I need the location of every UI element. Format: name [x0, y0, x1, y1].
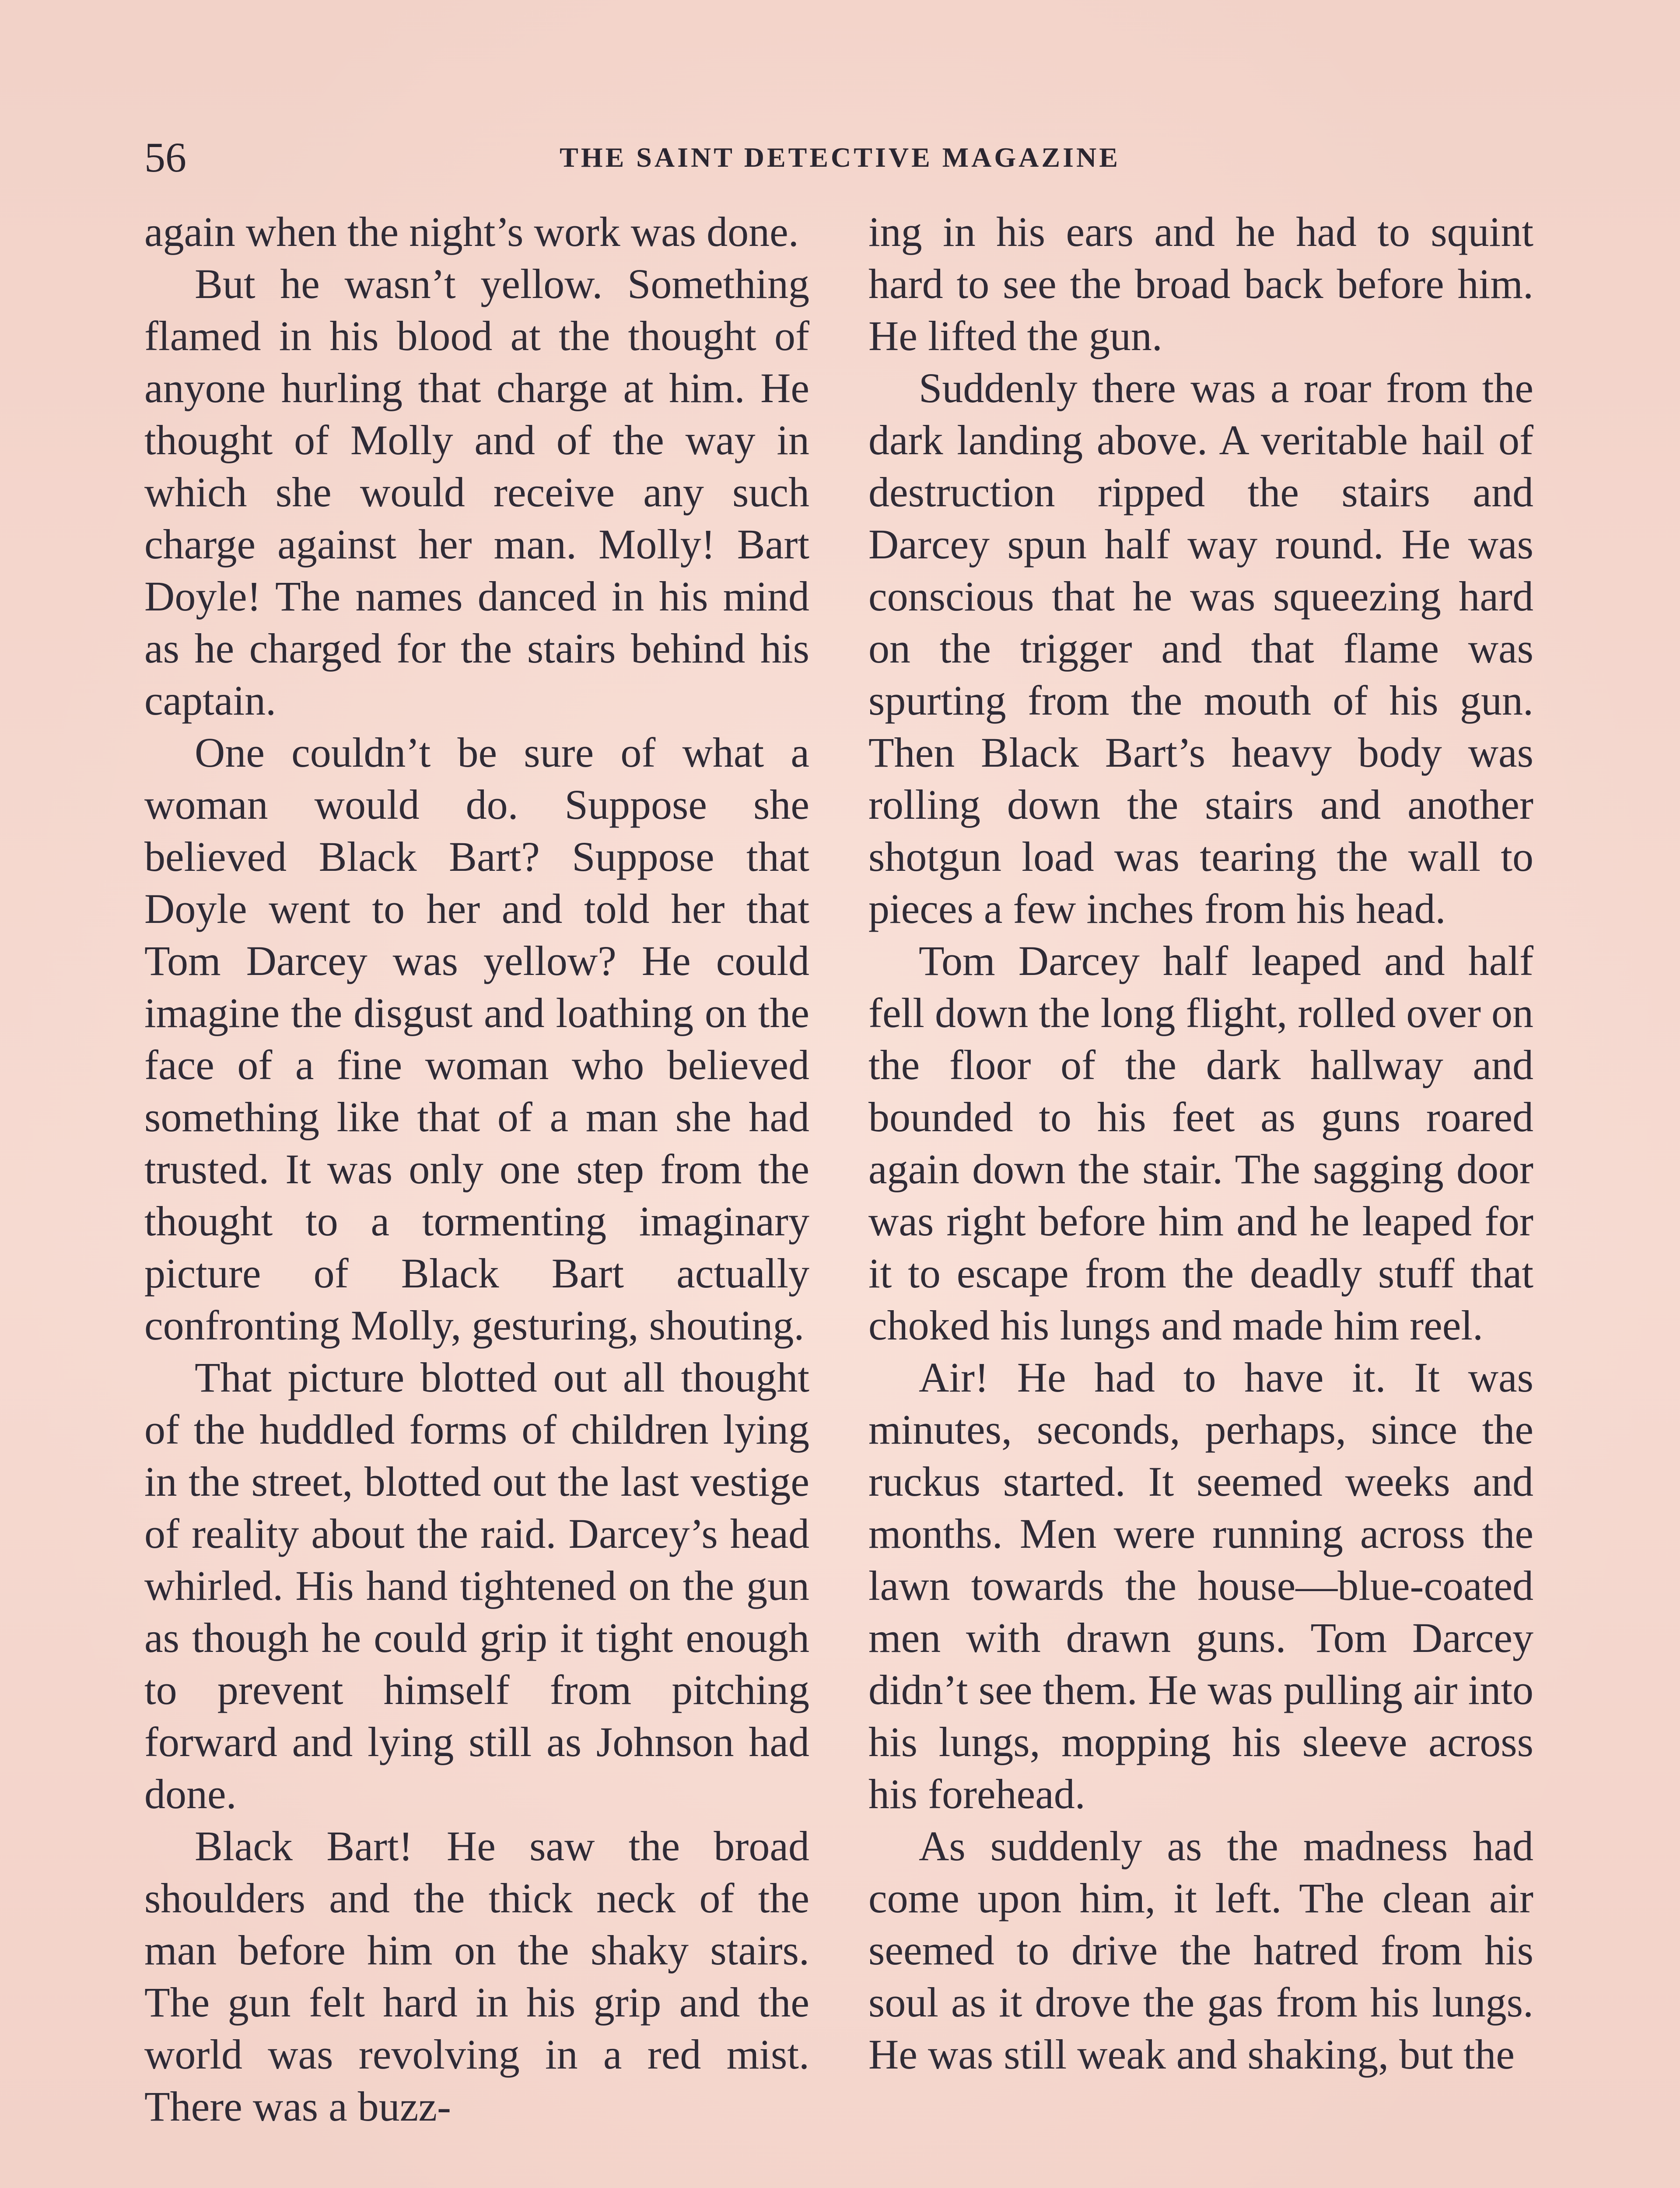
- page-header: [144, 131, 1536, 184]
- page-number: 56: [144, 134, 186, 181]
- paragraph: One couldn’t be sure of what a woman would do. Suppose she believed Black Bart? Suppose that Doyle went to her and told her that Tom Darcey was yellow? He could imagine the disgust and loathing on the face of a fine woman who believed something like that of a man she had trusted. It was only one step from the thought to a tormenting imaginary picture of Black Bart actually confronting Molly, gesturing, shouting.: [144, 729, 809, 1349]
- paragraph: Black Bart! He saw the broad shoulders and the thick neck of the man before him on the shaky stairs. The gun felt hard in his grip and the world was revolving in a red mist. There was a buzz-: [144, 1823, 809, 2130]
- paragraph: But he wasn’t yellow. Something flamed in his blood at the thought of anyone hurling that charge at him. He thought of Molly and of the way in which she would receive any such charge against her man. Molly! Bart Doyle! The names danced in his mind as he charged for the stairs behind his captain.: [144, 260, 809, 724]
- running-title: THE SAINT DETECTIVE MAGAZINE: [560, 142, 1120, 173]
- paragraph: Tom Darcey half leaped and half fell down the long flight, rolled over on the floor of the dark hallway and bounded to his feet as guns roared again down the stair. The sagging door was right before him and he leaped for it to escape from the deadly stuff that choked his lungs and made him reel.: [868, 937, 1533, 1349]
- paragraph: ing in his ears and he had to squint hard to see the broad back before him. He lifted the gun.: [868, 208, 1533, 359]
- paragraph: That picture blotted out all thought of the huddled forms of children lying in the street, blotted out the last vestige of reality about the raid. Darcey’s head whirled. His hand tightened on the gun as though he could grip it tight enough to prevent himself from pitching forward and lying still as Johnson had done.: [144, 1354, 809, 1817]
- left-column: [144, 206, 809, 2132]
- paragraph: As suddenly as the madness had come upon him, it left. The clean air seemed to drive the hatred from his soul as it drove the gas from his lungs. He was still weak and shaking, but the: [868, 1823, 1533, 2078]
- paragraph: again when the night’s work was done.: [144, 208, 799, 255]
- right-column: [868, 206, 1533, 2080]
- paragraph: Suddenly there was a roar from the dark landing above. A veritable hail of destruction ripped the stairs and Darcey spun half way round. He was conscious that he was squeezing hard on the trigger and that flame was spurting from the mouth of his gun. Then Black Bart’s heavy body was rolling down the stairs and another shotgun load was tearing the wall to pieces a few inches from his head.: [868, 365, 1533, 932]
- paragraph: Air! He had to have it. It was minutes, seconds, perhaps, since the ruckus started. It seemed weeks and months. Men were running across the lawn towards the house—blue-coated men with drawn guns. Tom Darcey didn’t see them. He was pulling air into his lungs, mopping his sleeve across his forehead.: [868, 1354, 1533, 1817]
